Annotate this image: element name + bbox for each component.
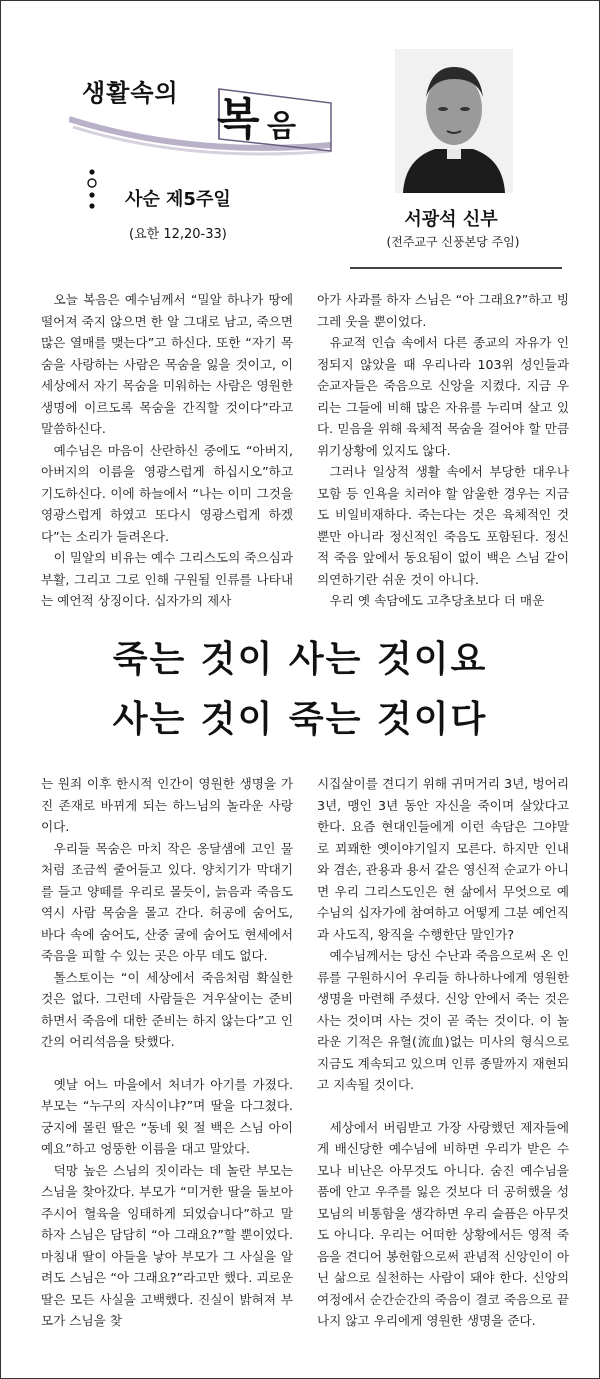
paragraph: 우리들 목숨은 마치 작은 옹달샘에 고인 물처럼 조금씩 줄어들고 있다. 양치기가 막대기를 들고 양떼를 우리로 몰듯이, 늙음과 죽음도 역시 사람 목숨을 몰고 간다. 허공에 숨어도, 바다 속에 숨어도, 산중 굴에 숨어도 현세에서 죽음을 피할 수 있는 곳은 아무 데도 없다.: [41, 840, 293, 963]
series-title-small: 생활속의: [82, 79, 179, 107]
paragraph: 예수님께서는 당신 수난과 죽음으로써 온 인류를 구원하시어 우리들 하나하나에게 영원한 생명을 마련해 주셨다. 신앙 안에서 죽는 것은 사는 것이며 사는 것이 곧 죽는 것이다. 이 놀라운 기적은 유혈(流血)없는 미사의 형식으로 지금도 계속되고 있으며 인류 종말까지 재현되고 지속될 것이다.: [317, 948, 569, 1092]
author-photo: [395, 49, 513, 193]
author-affiliation: (전주교구 신풍본당 주임): [386, 235, 520, 249]
paragraph-gap: [317, 1096, 569, 1117]
paragraph: 톨스토이는 “이 세상에서 죽음처럼 확실한 것은 없다. 그런데 사람들은 겨우살이는 준비하면서 죽음에 대한 준비는 하지 않는다”고 인간의 어리석음을 탓했다.: [41, 969, 293, 1049]
paragraph: 시집살이를 견디기 위해 귀머거리 3년, 벙어리 3년, 맹인 3년 동안 자신을 죽이며 살았다고 한다. 요즘 현대인들에게 이런 속담은 그야말로 꾀꽤한 옛이야기일지 모른다. 하지만 인내와 겸손, 관용과 용서 같은 영신적 순교가 아니면 우리 그리스도인은 현 삶에서 무엇으로 예수님의 십자가에 참여하고 어떻게 그분 예언직과 사도직, 왕직을 수행한단 말인가?: [317, 776, 569, 942]
column-bottom-right: [317, 773, 569, 1369]
priest-portrait-icon: [395, 49, 513, 193]
series-title-big-1: 복: [217, 94, 260, 145]
paragraph: 유교적 인습 속에서 다른 종교의 자유가 인정되지 않았을 때 우리나라 103위 성인들과 순교자들은 죽음으로 신앙을 지켰다. 지금 우리는 그들에 비해 많은 자유를 누리며 살고 있다. 믿음을 위해 육체적 목숨을 걸어야 할 만큼 위기상황에 있지도 않다.: [317, 335, 569, 458]
series-title-big-2: 음: [267, 109, 296, 144]
author-name: 서광석 신부: [404, 209, 498, 230]
divider: [350, 267, 562, 269]
paragraph: 세상에서 버림받고 가장 사랑했던 제자들에게 배신당한 예수님에 비하면 우리가 받은 수모나 비난은 아무것도 아니다. 숨진 예수님을 품에 안고 우주를 잃은 것보다 더 공허했을 성모님의 비통함을 생각하면 우리 슬픔은 아무것도 아니다. 우리는 어떠한 상황에서든 영적 죽음을 견디어 봉헌함으로써 관념적 신앙인이 아닌 삶으로 실천하는 사람이 돼야 한다. 신앙의 여정에서 순간순간의 죽음이 결코 죽음으로 끝나지 않고 우리에게 영원한 생명을 준다.: [317, 1119, 569, 1328]
series-banner: [39, 59, 319, 169]
paragraph: 예수님은 마음이 산란하신 중에도 “아버지, 아버지의 이름을 영광스럽게 하십시오”하고 기도하신다. 이에 하늘에서 “나는 이미 그것을 영광스럽게 하였고 또다시 영광스럽게 하겠다”는 소리가 들려온다.: [41, 442, 293, 544]
dots-ornament-icon: [85, 167, 99, 211]
paragraph: 이 밀알의 비유는 예수 그리스도의 죽으심과 부활, 그리고 그로 인해 구원될 인류를 나타내는 예언적 상징이다. 십자가의 제사: [41, 550, 293, 608]
paragraph: 오늘 복음은 예수님께서 “밀알 하나가 땅에 떨어져 죽지 않으면 한 알 그대로 남고, 죽으면 많은 열매를 맺는다”고 하신다. 또한 “자기 목숨을 사랑하는 사람은 목숨을 잃을 것이고, 이 세상에서 자기 목숨을 미워하는 사람은 영원한 생명에 이르도록 목숨을 간직할 것이다”라고 말씀하신다.: [41, 292, 293, 436]
column-bottom-left: [41, 773, 293, 1369]
liturgical-day: 사순 제5주일: [125, 189, 231, 210]
headline-line-2: 사는 것이 죽는 것이다: [112, 699, 488, 740]
scripture-reference: (요한 12,20-33): [129, 227, 227, 242]
paragraph-gap: [41, 1053, 293, 1074]
paragraph: 는 원죄 이후 한시적 인간이 영원한 생명을 가진 존재로 바뀌게 되는 하느님의 놀라운 사랑이다.: [41, 776, 293, 834]
paragraph: 그러나 일상적 생활 속에서 부당한 대우나 모함 등 인욕을 치러야 할 암울한 경우는 지금도 비일비재하다. 죽는다는 것은 육체적인 것뿐만 아니라 정신적인 죽음도 포함된다. 정신적 죽음 앞에서 동요됨이 없이 백은 스님 같이 의연하기란 쉬운 것이 아니다.: [317, 464, 569, 587]
paragraph: 덕망 높은 스님의 짓이라는 데 놀란 부모는 스님을 찾아갔다. 부모가 “미거한 딸을 돌보아 주시어 혈육을 잉태하게 되었습니다”하고 말하자 스님은 담담히 “아 그래요?”할 뿐이었다. 마침내 딸이 아들을 낳아 부모가 그 사실을 알려도 스님은 “아 그래요?”라고만 했다. 괴로운 딸은 모든 사실을 고백했다. 진실이 밝혀져 부모가 스님을 찾: [41, 1162, 293, 1328]
paragraph: 아가 사과를 하자 스님은 “아 그래요?”하고 빙그레 웃을 뿐이었다.: [317, 292, 569, 329]
headline-line-1: 죽는 것이 사는 것이요: [112, 639, 488, 680]
column-top-left: [41, 289, 293, 613]
paragraph: 옛날 어느 마을에서 처녀가 아기를 가졌다. 부모는 “누구의 자식이냐?”며 딸을 다그쳤다. 궁지에 몰린 딸은 “동네 윗 절 백은 스님 아이예요”하고 엉뚱한 이름을 대고 말았다.: [41, 1076, 293, 1156]
paragraph: 우리 옛 속담에도 고추당초보다 더 매운: [329, 593, 545, 608]
column-top-right: [317, 289, 569, 613]
